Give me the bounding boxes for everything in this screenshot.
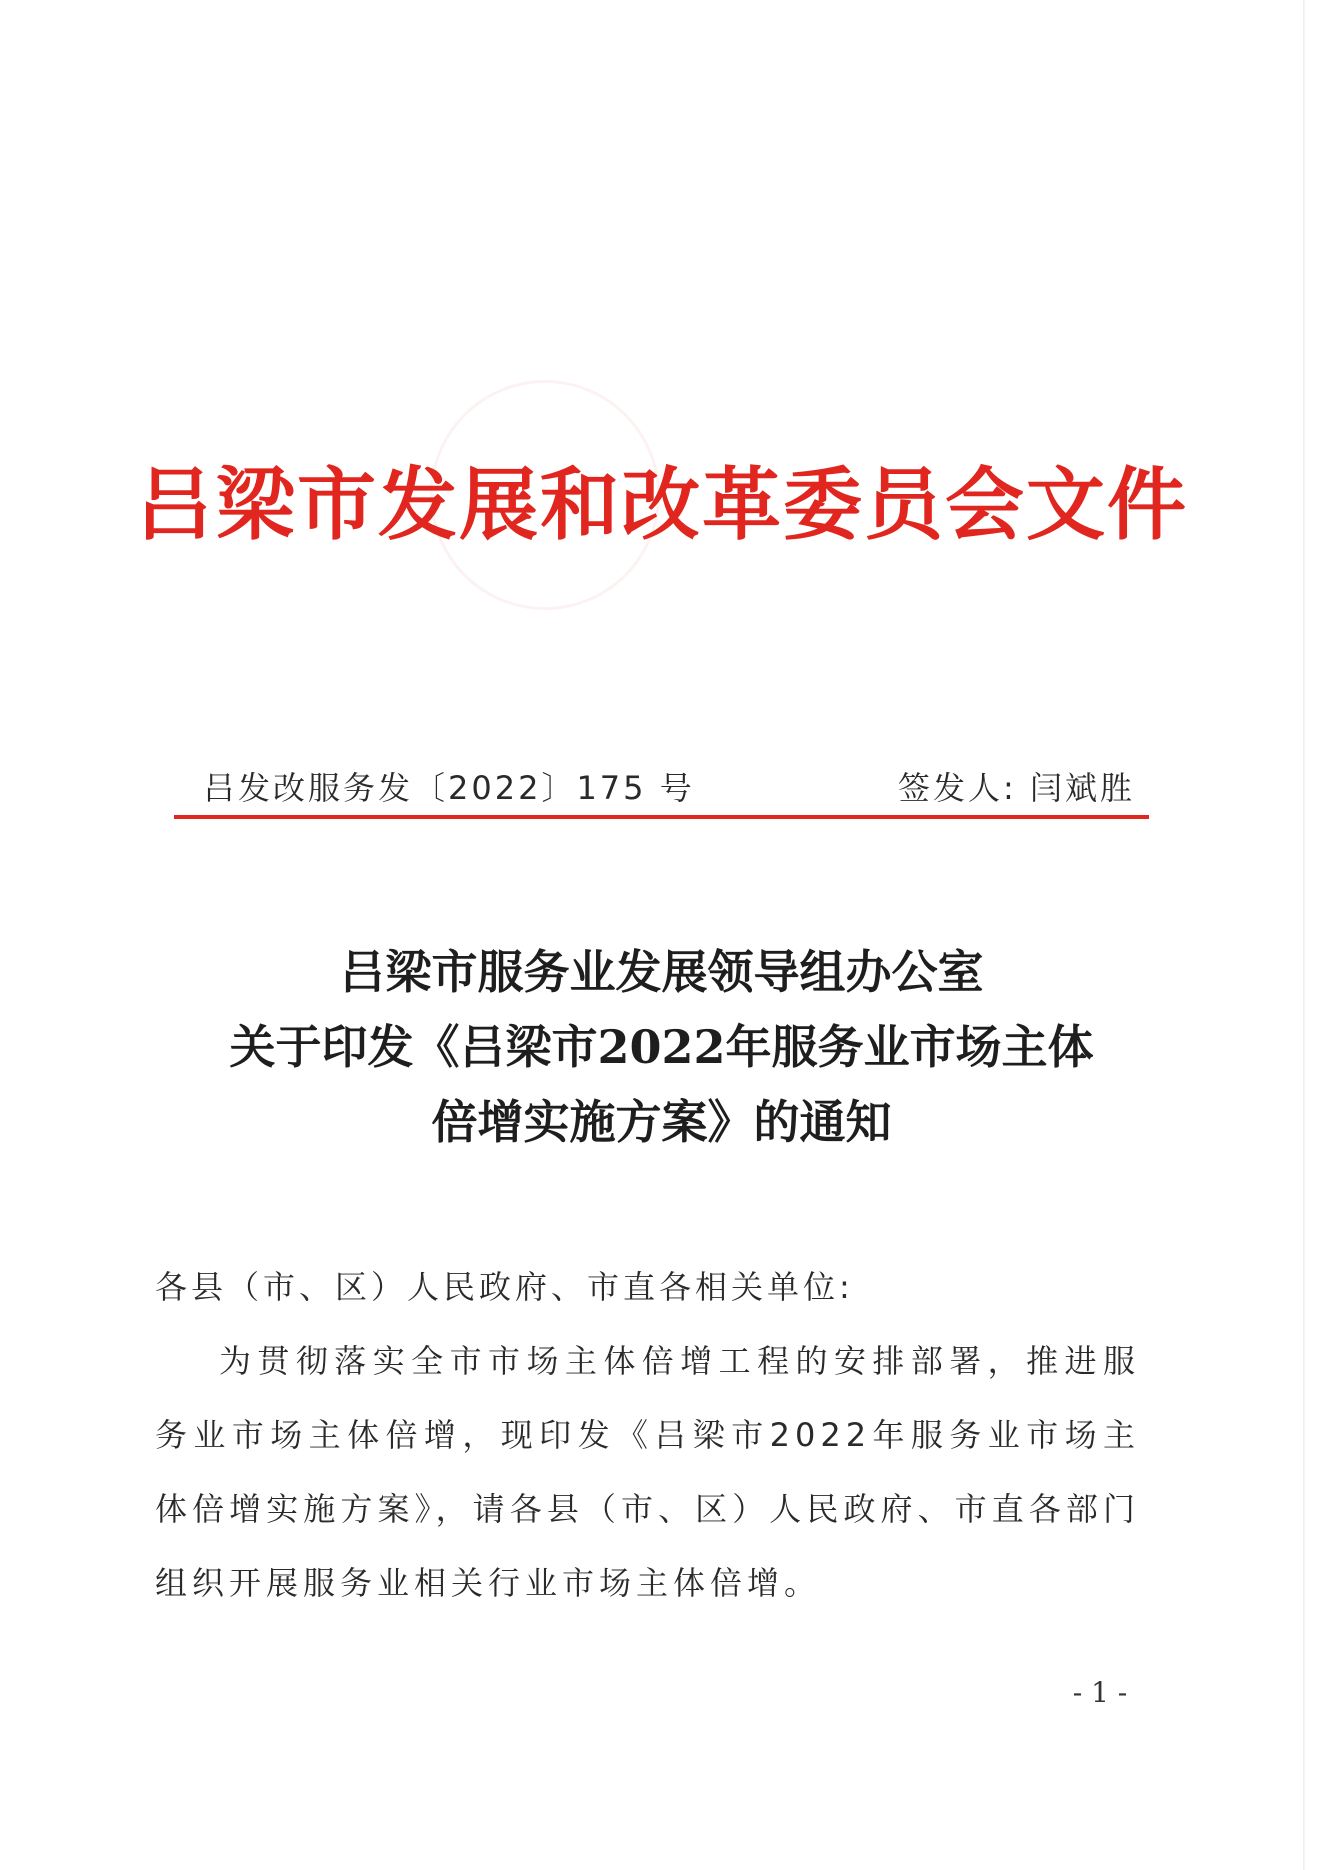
notice-title-line-1: 吕梁市服务业发展领导组办公室 [339, 945, 984, 999]
page-number: - 1 - [1072, 1676, 1128, 1709]
document-number: 吕发改服务发〔2022〕175 号 [203, 769, 695, 807]
notice-title [0, 935, 1323, 1160]
document-meta-row [203, 764, 1135, 812]
notice-title-line-2: 关于印发《吕梁市2022年服务业市场主体 [229, 1020, 1094, 1074]
notice-title-line-3: 倍增实施方案》的通知 [431, 1095, 892, 1149]
signer: 签发人: 闫斌胜 [898, 769, 1135, 807]
notice-body [155, 1250, 1140, 1620]
red-divider-line [174, 815, 1149, 819]
body-paragraph: 为贯彻落实全市市场主体倍增工程的安排部署，推进服务业市场主体倍增，现印发《吕梁市2022年服务业市场主体倍增实施方案》，请各县（市、区）人民政府、市直各部门组织开展服务业相关行业市场主体倍增。 [155, 1342, 1140, 1602]
issuer-header-title: 吕梁市发展和改革委员会文件 [135, 458, 1188, 551]
salutation: 各县（市、区）人民政府、市直各相关单位: [155, 1268, 854, 1306]
